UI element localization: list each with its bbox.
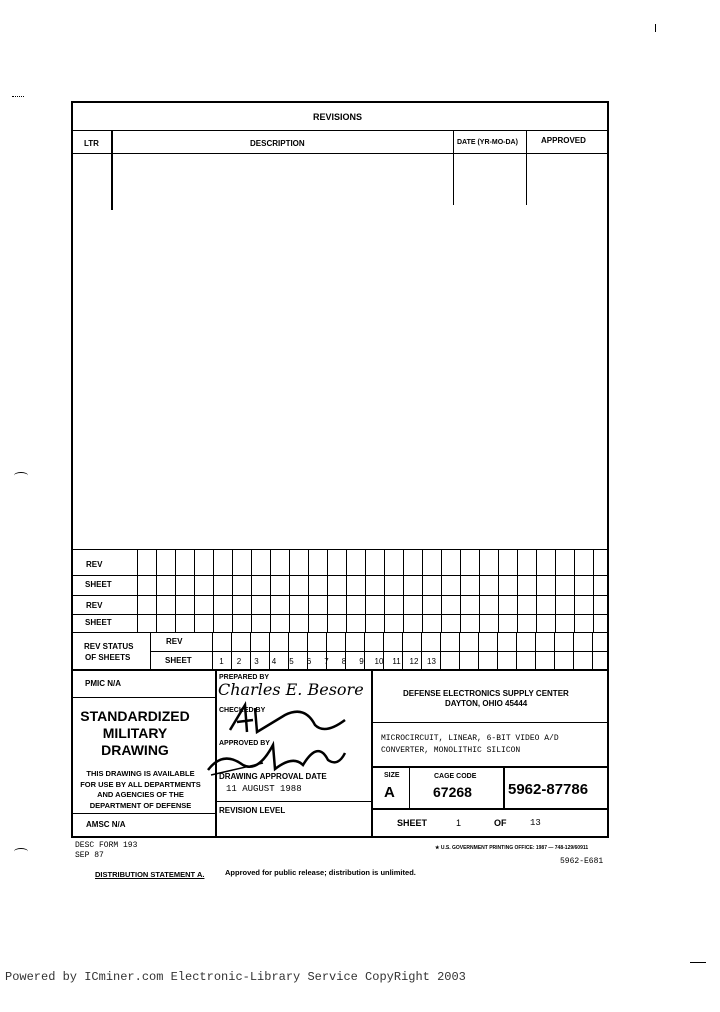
powered-by-footer: Powered by ICminer.com Electronic-Library Service CopyRight 2003 bbox=[5, 970, 466, 984]
grid-column-line bbox=[536, 549, 537, 632]
availability-text: THIS DRAWING IS AVAILABLE bbox=[86, 769, 195, 778]
col-approved: APPROVED bbox=[541, 136, 586, 145]
scan-mark bbox=[12, 96, 24, 97]
grid-column-line bbox=[194, 549, 195, 632]
divider bbox=[71, 697, 216, 698]
grid-column-line bbox=[497, 632, 498, 669]
grid-column-line bbox=[574, 549, 575, 632]
scan-mark bbox=[14, 472, 28, 479]
grid-column-line bbox=[346, 549, 347, 632]
divider bbox=[453, 130, 454, 205]
divider bbox=[71, 632, 609, 633]
divider bbox=[409, 766, 410, 808]
supply-center-name: DEFENSE ELECTRONICS SUPPLY CENTER bbox=[403, 689, 569, 698]
col-ltr: LTR bbox=[84, 139, 99, 148]
standardized-line2: MILITARY bbox=[102, 725, 168, 741]
grid-column-line bbox=[403, 549, 404, 632]
grid-column-line bbox=[535, 632, 536, 669]
rev-row-label: REV bbox=[86, 560, 103, 569]
of-label: OF bbox=[494, 818, 507, 828]
revisions-title: REVISIONS bbox=[313, 112, 363, 122]
divider bbox=[71, 130, 609, 131]
of-value: 13 bbox=[530, 818, 541, 828]
sheet-number-cell: 6 bbox=[306, 657, 312, 666]
grid-column-line bbox=[384, 549, 385, 632]
grid-column-line bbox=[213, 549, 214, 632]
pmic-label: PMIC N/A bbox=[85, 679, 121, 688]
drawing-description-line1: MICROCIRCUIT, LINEAR, 6-BIT VIDEO A/D bbox=[381, 734, 559, 743]
grid-column-line bbox=[270, 549, 271, 632]
sheet-number-cell: 8 bbox=[341, 657, 347, 666]
divider bbox=[71, 595, 609, 596]
divider bbox=[371, 808, 609, 810]
grid-column-line bbox=[498, 549, 499, 632]
divider bbox=[71, 575, 609, 576]
document-code: 5962-E681 bbox=[560, 857, 604, 866]
scan-mark bbox=[14, 848, 28, 855]
sheet-number-cell: 10 bbox=[374, 657, 384, 666]
divider bbox=[150, 651, 609, 652]
divider bbox=[71, 549, 609, 550]
sheet-row-label: SHEET bbox=[85, 618, 112, 627]
scan-mark bbox=[690, 962, 706, 963]
sheet-number-cell: 13 bbox=[427, 657, 436, 666]
divider bbox=[371, 722, 609, 723]
standardized-line3: DRAWING bbox=[101, 742, 169, 758]
sheet-number-cell: 2 bbox=[236, 657, 242, 666]
sheet-label: SHEET bbox=[165, 656, 192, 665]
grid-column-line bbox=[289, 549, 290, 632]
approved-by-label: APPROVED BY bbox=[219, 740, 270, 747]
divider bbox=[371, 766, 609, 768]
grid-column-line bbox=[137, 549, 138, 632]
divider bbox=[215, 801, 372, 802]
col-description: DESCRIPTION bbox=[250, 139, 305, 148]
sheet-value: 1 bbox=[456, 818, 462, 828]
gpo-notice: ★ U.S. GOVERNMENT PRINTING OFFICE: 1987 — 748-129/60911 bbox=[435, 845, 589, 851]
availability-text: DEPARTMENT OF DEFENSE bbox=[89, 801, 192, 810]
divider bbox=[111, 130, 113, 210]
grid-column-line bbox=[554, 632, 555, 669]
grid-column-line bbox=[156, 549, 157, 632]
prepared-by-label: PREPARED BY bbox=[219, 674, 270, 681]
cage-code-label: CAGE CODE bbox=[434, 773, 477, 780]
amsc-label: AMSC N/A bbox=[86, 820, 126, 829]
drawing-description-line2: CONVERTER, MONOLITHIC SILICON bbox=[381, 746, 521, 755]
prepared-signature: Charles E. Besore bbox=[218, 680, 364, 699]
grid-column-line bbox=[251, 549, 252, 632]
sheet-number-cell: 11 bbox=[392, 657, 401, 666]
grid-column-line bbox=[308, 549, 309, 632]
size-value: A bbox=[384, 784, 395, 801]
grid-column-line bbox=[175, 549, 176, 632]
divider bbox=[503, 766, 505, 808]
sheet-number-cell: 9 bbox=[359, 657, 364, 666]
grid-column-line bbox=[441, 549, 442, 632]
grid-column-line bbox=[555, 549, 556, 632]
grid-column-line bbox=[517, 549, 518, 632]
form-number: DESC FORM 193 bbox=[75, 841, 138, 850]
sheet-label: SHEET bbox=[397, 818, 428, 828]
grid-column-line bbox=[478, 632, 479, 669]
grid-column-line bbox=[516, 632, 517, 669]
grid-column-line bbox=[422, 549, 423, 632]
checked-by-label: CHECKED BY bbox=[219, 707, 266, 714]
scan-mark bbox=[655, 24, 656, 32]
drawing-number: 5962-87786 bbox=[508, 781, 589, 798]
divider bbox=[150, 632, 151, 669]
divider bbox=[71, 614, 609, 615]
sheet-number-cell: 4 bbox=[271, 657, 277, 666]
grid-column-line bbox=[592, 632, 593, 669]
divider bbox=[371, 669, 373, 838]
cage-code-value: 67268 bbox=[433, 784, 472, 800]
rev-status-label: REV STATUS bbox=[84, 642, 134, 651]
grid-column-line bbox=[593, 549, 594, 632]
grid-column-line bbox=[479, 549, 480, 632]
grid-column-line bbox=[460, 549, 461, 632]
sheet-number-cell: 12 bbox=[409, 657, 419, 666]
approval-date-value: 11 AUGUST 1988 bbox=[226, 784, 302, 794]
sheet-row-label: SHEET bbox=[85, 580, 112, 589]
sheet-number-cell: 7 bbox=[324, 657, 329, 666]
availability-text: AND AGENCIES OF THE bbox=[97, 790, 184, 799]
approval-date-label: DRAWING APPROVAL DATE bbox=[219, 772, 327, 781]
form-date: SEP 87 bbox=[75, 851, 104, 860]
rev-row-label: REV bbox=[86, 601, 103, 610]
distribution-label: DISTRIBUTION STATEMENT A. bbox=[95, 870, 205, 879]
size-label: SIZE bbox=[384, 772, 400, 779]
grid-column-line bbox=[459, 632, 460, 669]
col-date: DATE (YR-MO-DA) bbox=[457, 139, 518, 146]
distribution-text: Approved for public release; distribution is unlimited. bbox=[225, 868, 416, 877]
of-sheets-label: OF SHEETS bbox=[85, 653, 131, 662]
sheet-number-cell: 1 bbox=[219, 657, 224, 666]
supply-center-address: DAYTON, OHIO 45444 bbox=[445, 699, 528, 708]
sheet-number-cell: 5 bbox=[289, 657, 294, 666]
availability-text: FOR USE BY ALL DEPARTMENTS bbox=[80, 780, 201, 789]
grid-column-line bbox=[365, 549, 366, 632]
standardized-line1: STANDARDIZED bbox=[80, 708, 190, 724]
grid-column-line bbox=[232, 549, 233, 632]
rev-label: REV bbox=[166, 637, 183, 646]
divider bbox=[526, 130, 527, 205]
sheet-number-cell: 3 bbox=[254, 657, 259, 666]
revision-level-label: REVISION LEVEL bbox=[219, 806, 286, 815]
divider bbox=[71, 813, 216, 814]
grid-column-line bbox=[573, 632, 574, 669]
divider bbox=[71, 153, 609, 154]
grid-column-line bbox=[327, 549, 328, 632]
divider bbox=[71, 669, 609, 671]
